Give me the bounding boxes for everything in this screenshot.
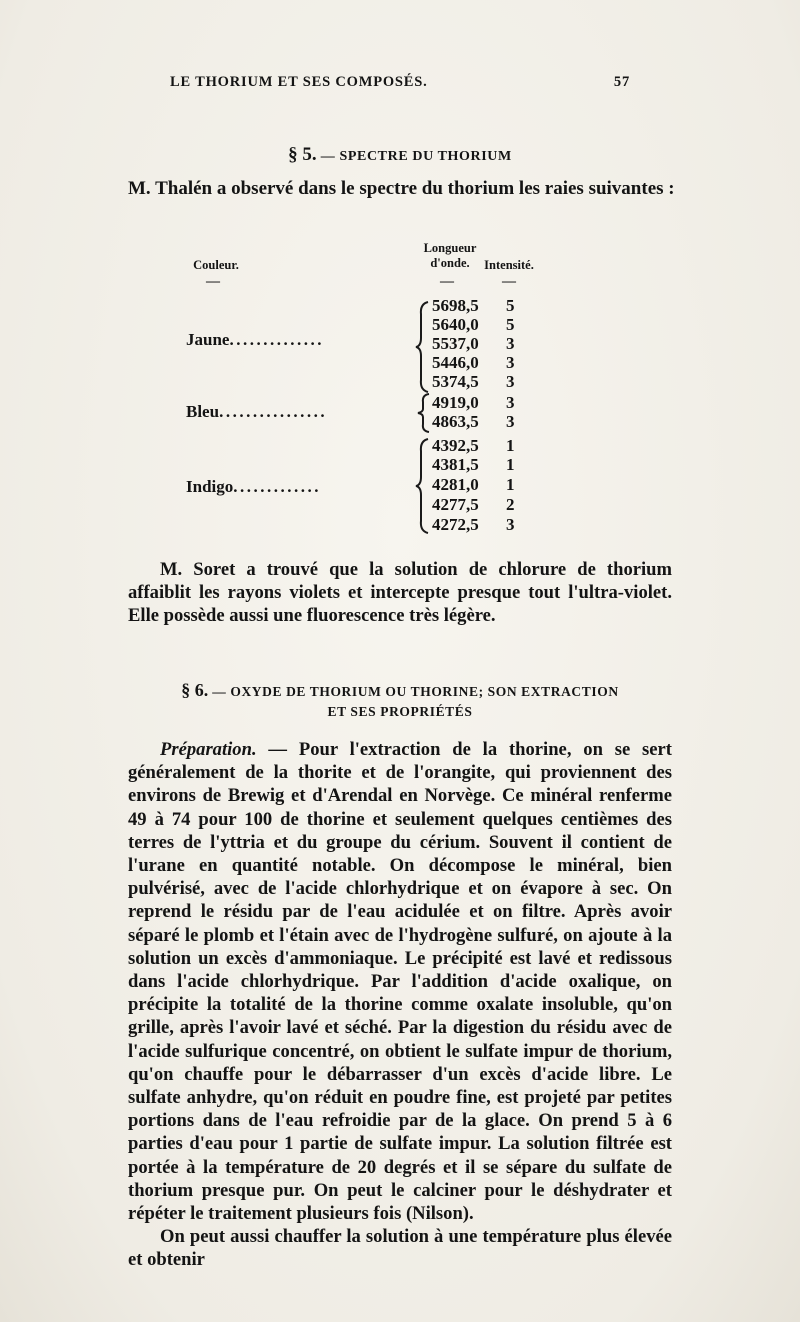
wavelength-cell: 4392,5 [432,436,479,455]
intensity-cell: 3 [506,412,515,431]
wavelength-cell: 4381,5 [432,455,479,474]
header-intensity: Intensité. [484,258,534,272]
preparation-paragraph [128,738,672,1272]
wavelength-cell: 5446,0 [432,353,479,372]
header-color: Couleur. [193,258,239,272]
intensity-cell: 1 [506,475,515,494]
page-number: 57 [613,74,630,90]
wavelength-cell: 4919,0 [432,393,479,412]
header-wavelength-line2: d'onde. [430,256,470,270]
brace-jaune [414,300,432,394]
paragraph-text: M. Soret a trouvé que la solution de chlorure de thorium affaiblit les rayons violets et intercepte presque tout l'ultra-violet. Elle possède aussi une fluorescence très légère. [128,559,672,627]
intensity-cell: 5 [506,315,515,334]
brace-bleu [416,392,432,434]
section-6-title-line1: — OXYDE DE THORIUM OU THORINE; SON EXTRACTION [212,684,619,699]
section-5-heading [0,144,800,166]
dash-color: — [206,274,220,289]
color-label-jaune: Jaune.............. [186,330,324,349]
wavelength-cell: 4277,5 [432,495,479,514]
running-title: LE THORIUM ET SES COMPOSÉS. [170,74,428,90]
wavelength-cell: 5698,5 [432,296,479,315]
dash-wavelength: — [440,274,454,289]
last-line: On peut aussi chauffer la solution à une température plus élevée et obtenir [128,1226,672,1271]
header-wavelength-line1: Longueur [423,241,477,255]
color-name: Indigo [186,477,234,496]
wavelength-cell: 5537,0 [432,334,479,353]
color-label-bleu: Bleu................ [186,402,328,421]
wavelength-cell: 4863,5 [432,412,479,431]
section-6-heading [0,680,800,701]
brace-indigo [414,437,432,535]
preparation-label: Préparation. [160,739,257,760]
color-name: Bleu [186,402,220,421]
section-5-title: — SPECTRE DU THORIUM [320,149,512,164]
wavelength-cell: 5374,5 [432,372,479,391]
running-header [170,74,630,96]
soret-paragraph [128,558,672,628]
intensity-cell: 3 [506,353,515,372]
intensity-cell: 1 [506,455,515,474]
wavelength-cell: 4272,5 [432,515,479,534]
intensity-cell: 1 [506,436,515,455]
section-5-number: § 5. [288,144,317,165]
color-label-indigo: Indigo............. [186,477,321,496]
intensity-cell: 3 [506,393,515,412]
section-6-number: § 6. [181,680,209,700]
preparation-text: — Pour l'extraction de la thorine, on se sert généralement de la thorite et de l'orangite, qui proviennent des environs de Brewig et d'Arendal en Norvège. Ce minéral renferme 49 à 74 pour 100 de thorine et seulement quelques centièmes des terres de l'yttria et du groupe du cérium. Souvent il contient de l'urane en quantité notable. On décompose le minéral, bien pulvérisé, avec de l'acide chlorhydrique et on évapore à sec. On reprend le résidu par de l'eau acidulée et on filtre. Après avoir séparé le plomb et l'étain avec de l'hydrogène sulfuré, on ajoute à la solution un excès d'ammoniaque. Le précipité est lavé et redissous dans l'acide chlorhydrique. Par l'addition d'acide oxalique, on précipite la totalité de la thorine comme oxalate insoluble, qu'on grille, après l'avoir lavé et séché. Par la digestion du résidu avec de l'acide sulfurique concentré, on obtient le sulfate impur de thorium, qu'on chauffe pour le débarrasser d'un excès d'acide libre. Le sulfate anhydre, qu'on réduit en poudre fine, est projeté par petites portions dans de l'eau refroidie par de la glace. On prend 5 à 6 parties d'eau pour 1 partie de sulfate impur. La solution filtrée est portée à la température de 20 degrés et il se sépare du sulfate de thorium presque pur. On peut le calciner pour le déshydrater et répéter le traitement plusieurs fois (Nilson). [128,739,672,1225]
section-5-intro: M. Thalén a observé dans le spectre du thorium les raies suivantes : [128,178,675,199]
color-name: Jaune [186,330,230,349]
intensity-cell: 5 [506,296,515,315]
section-6-heading-line2: ET SES PROPRIÉTÉS [327,704,473,719]
dash-intensity: — [502,274,516,289]
wavelength-cell: 4281,0 [432,475,479,494]
intensity-cell: 3 [506,515,515,534]
intensity-cell: 3 [506,334,515,353]
intensity-cell: 2 [506,495,515,514]
wavelength-cell: 5640,0 [432,315,479,334]
intensity-cell: 3 [506,372,515,391]
